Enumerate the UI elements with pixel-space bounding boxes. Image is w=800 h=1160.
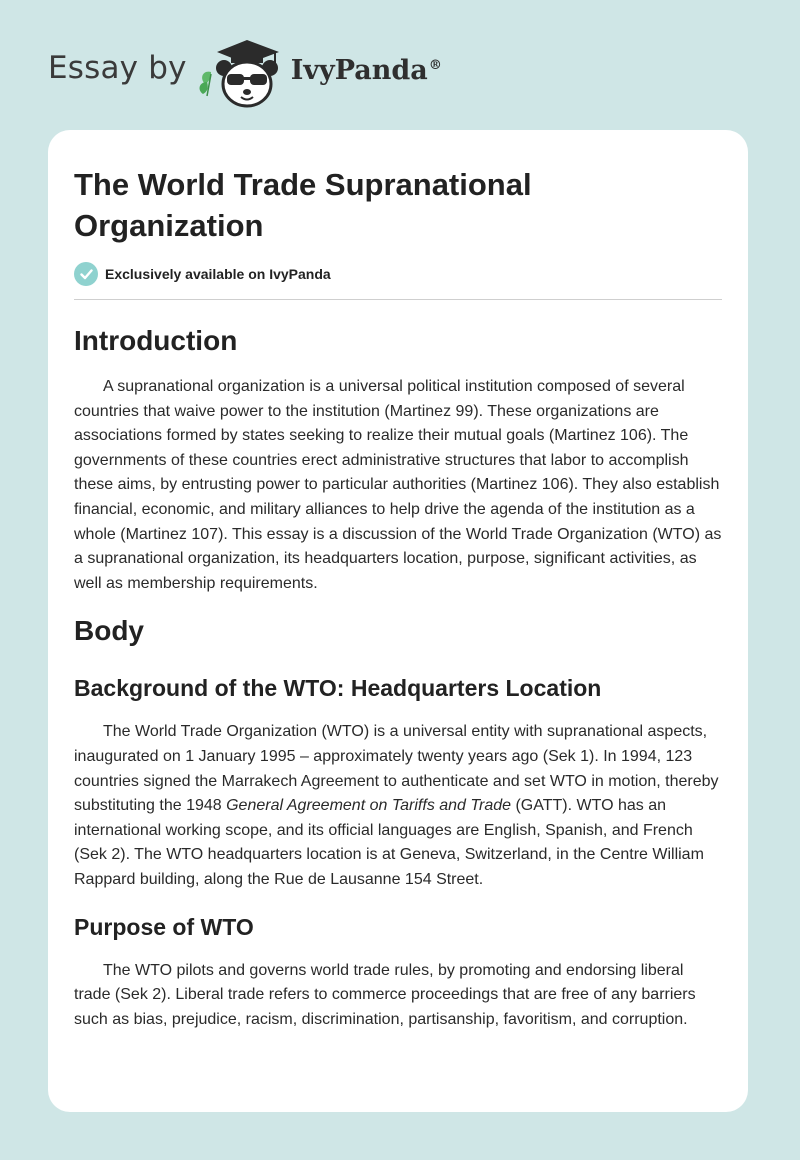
- essay-card: [48, 130, 748, 1112]
- essay-title: The World Trade Supranational Organization: [74, 167, 532, 243]
- brand-name-text: IvyPanda: [290, 54, 428, 86]
- paragraph-introduction: A supranational organization is a universal political institution composed of several countries that waive power to the institution (Martinez 99). These organizations are associations formed by states seeking to realize their mutual goals (Martinez 106). The governments of these countries erect administrative structures that labor to accomplish these aims, by entrusting power to particular authorities (Martinez 106). They also establish financial, economic, and military alliances to help drive the agenda of the institution as a whole (Martinez 107). This essay is a discussion of the World Trade Organization (WTO) as a supranational organization, its headquarters location, purpose, significant activities, as well as membership requirements.: [74, 378, 722, 592]
- exclusive-label: Exclusively available on IvyPanda: [105, 266, 331, 282]
- check-icon: [74, 262, 98, 286]
- exclusive-badge: [74, 262, 722, 286]
- heading-purpose: Purpose of WTO: [74, 913, 254, 940]
- paragraph-purpose: The WTO pilots and governs world trade rules, by promoting and endorsing liberal trade (Sek 2). Liberal trade refers to commerce proceedings that are free of any barriers such as bias, prejudice, racism, discrimination, partisanship, favoritism, and corruption.: [74, 961, 696, 1028]
- heading-body: Body: [74, 615, 144, 647]
- paragraph-background: [74, 720, 722, 892]
- gatt-title-italic: General Agreement on Tariffs and Trade: [226, 797, 512, 815]
- brand-header[interactable]: [48, 34, 442, 110]
- brand-name: [291, 55, 442, 86]
- panda-logo-icon: [197, 34, 287, 110]
- background-text-part-2: (GATT). WTO has an international working scope, and its official languages are English, Spanish, and French (Sek 2). The WTO headquarters location is at Geneva, Switzerland, in the Centre William Rappard building, along the Rue de Lausanne 154 Street.: [74, 797, 704, 888]
- brand-prefix: Essay by: [48, 50, 187, 86]
- heading-introduction: Introduction: [74, 325, 238, 356]
- title-divider: [74, 299, 722, 300]
- heading-background: Background of the WTO: Headquarters Location: [74, 675, 602, 702]
- registered-mark: ®: [428, 57, 442, 73]
- background-text-part-1: The World Trade Organization (WTO) is a universal entity with supranational aspects, inaugurated on 1 January 1995 – approximately twenty years ago (Sek 1). In 1994, 123 countries signed the Marrakech Agreement to authenticate and set WTO in motion, thereby substituting the 1948: [74, 723, 719, 815]
